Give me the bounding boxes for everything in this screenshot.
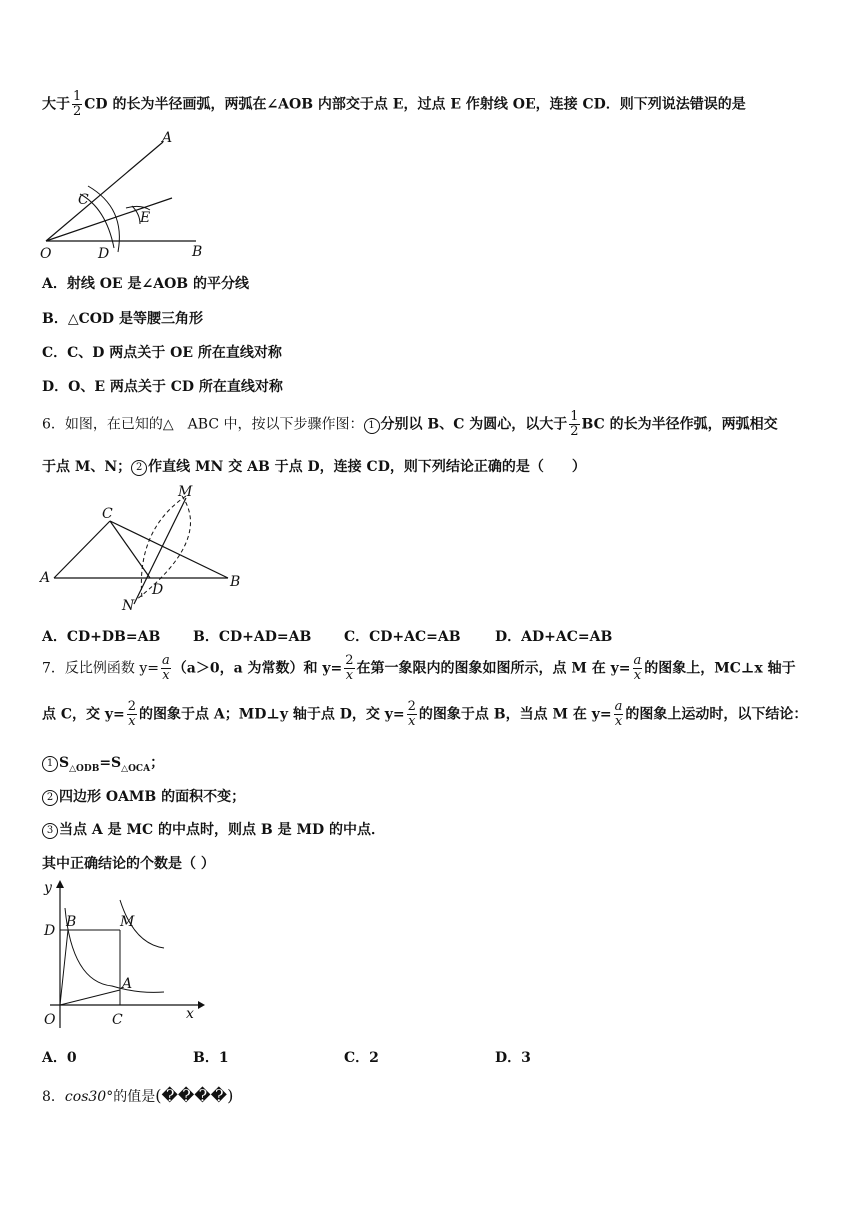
q6-fraction — [569, 410, 579, 439]
q7-l1a: 7．反比例函数 y= — [42, 660, 159, 677]
q5-intro-post: CD 的长为半径画弧，两弧在∠AOB 内部交于点 E，过点 E 作射线 OE，连接 CD．则下列说法错误的是 — [84, 96, 746, 113]
q6-option-b: B．CD+AD=AB — [193, 629, 312, 645]
q6-line1-pre: 6．如图，在已知的△ ABC 中，按以下步骤作图： — [42, 416, 364, 433]
q6-line1 — [42, 410, 778, 439]
q7-conclusion-3 — [42, 819, 385, 839]
q6-figure — [36, 480, 246, 614]
frac-num: a — [633, 653, 642, 668]
label-m: M — [178, 484, 193, 500]
ray-oa — [46, 142, 163, 241]
q7-option-c: C．2 — [344, 1050, 379, 1066]
step-2-marker: 2 — [131, 460, 147, 476]
frac-a-over-x — [614, 700, 624, 729]
frac-num: 2 — [345, 653, 354, 668]
q7-line1 — [42, 654, 796, 683]
frac-den: x — [633, 668, 642, 683]
q8-line — [42, 1086, 233, 1106]
frac-num: a — [162, 653, 170, 668]
q8-expression: cos30° — [64, 1089, 114, 1105]
q8-suffix: 的值是 — [113, 1089, 156, 1105]
conclusion-2-text: 四边形 OAMB 的面积不变； — [59, 789, 246, 805]
q7-conclusion-2 — [42, 786, 245, 806]
label-e: E — [140, 210, 151, 226]
label-a: A — [122, 976, 133, 992]
frac-2-over-x — [127, 700, 137, 729]
label-o: O — [44, 1012, 56, 1028]
q6-option-c: C．CD+AC=AB — [344, 629, 461, 645]
label-n: N — [122, 598, 135, 614]
label-a: A — [40, 570, 51, 586]
frac-den: x — [162, 668, 170, 683]
q5-fraction — [72, 90, 82, 119]
q6-option-d: D．AD+AC=AB — [495, 629, 613, 645]
frac-den: x — [614, 714, 623, 729]
q7-question: 其中正确结论的个数是（ ） — [42, 856, 215, 872]
curve-2-over-x — [65, 908, 164, 992]
x-axis-arrow — [198, 1001, 205, 1009]
q6-line1-mid: 分别以 B、C 为圆心，以大于 — [380, 416, 568, 433]
q7-l2c: 的图象于点 B，当点 M 在 y= — [418, 706, 612, 723]
s-symbol: S — [59, 755, 70, 771]
label-y: y — [44, 880, 52, 896]
q5-frac-den: 2 — [73, 104, 82, 119]
frac-a-over-x — [161, 654, 171, 683]
q5-option-d: D．O、E 两点关于 CD 所在直线对称 — [42, 379, 283, 395]
equals-s: =S — [99, 755, 122, 771]
segment-ob — [60, 930, 68, 1005]
segment-oa — [60, 990, 120, 1005]
label-b: B — [66, 914, 77, 930]
label-o: O — [40, 246, 52, 262]
step-1-marker: 1 — [364, 418, 380, 434]
label-c: C — [78, 192, 89, 208]
label-m: M — [120, 914, 135, 930]
label-d: D — [152, 582, 164, 598]
q7-conclusion-1 — [42, 752, 164, 774]
label-d: D — [98, 246, 110, 262]
frac-den: x — [128, 714, 136, 729]
label-b: B — [192, 244, 203, 260]
conclusion-2-marker: 2 — [42, 790, 58, 806]
q6-line2-post: 作直线 MN 交 AB 于点 D，连接 CD，则下列结论正确的是（ ） — [148, 459, 586, 475]
q7-l1c: 在第一象限内的图象如图所示，点 M 在 y= — [356, 660, 631, 677]
frac-2-over-x — [344, 654, 354, 683]
label-c: C — [102, 506, 113, 522]
frac-den: x — [345, 668, 354, 683]
q5-intro-pre: 大于 — [42, 96, 70, 113]
q5-option-a: A．射线 OE 是∠AOB 的平分线 — [42, 276, 249, 292]
q6-frac-den: 2 — [570, 424, 579, 439]
q7-option-a: A．0 — [42, 1050, 77, 1066]
conclusion-3-text: 当点 A 是 MC 的中点时，则点 B 是 MD 的中点． — [59, 822, 385, 838]
q7-option-b: B．1 — [193, 1050, 229, 1066]
q5-option-b: B．△COD 是等腰三角形 — [42, 311, 203, 327]
y-axis-arrow — [56, 880, 64, 888]
label-b: B — [230, 574, 241, 590]
frac-2-over-x — [407, 700, 417, 729]
q6-frac-num: 1 — [570, 409, 579, 424]
q6-line2 — [42, 456, 586, 476]
label-a: A — [162, 130, 173, 146]
s-subscript-oca: △OCA — [121, 763, 151, 774]
q7-l1b: （a＞0，a 为常数）和 y= — [172, 660, 343, 677]
frac-num: 2 — [407, 699, 416, 714]
q7-l2b: 的图象于点 A；MD⊥y 轴于点 D，交 y= — [139, 706, 405, 723]
frac-a-over-x — [633, 654, 643, 683]
q6-line1-post: BC 的长为半径作弧，两弧相交 — [581, 416, 778, 433]
label-x: x — [186, 1006, 194, 1022]
q7-figure — [38, 878, 206, 1028]
q7-l2d: 的图象上运动时，以下结论： — [625, 706, 808, 723]
q7-option-d: D．3 — [495, 1050, 531, 1066]
s-subscript-odb: △ODB — [69, 763, 100, 774]
q8-prefix: 8． — [42, 1089, 65, 1105]
q6-option-a: A．CD+DB=AB — [42, 629, 161, 645]
label-d: D — [44, 923, 56, 939]
q5-intro — [42, 90, 746, 119]
frac-den: x — [408, 714, 416, 729]
side-ac — [54, 521, 110, 578]
q5-frac-num: 1 — [73, 89, 82, 104]
semicolon: ； — [150, 755, 165, 771]
q7-line2 — [42, 700, 807, 729]
conclusion-1-marker: 1 — [42, 756, 58, 772]
segment-cd — [110, 521, 150, 578]
q7-l2a: 点 C，交 y= — [42, 706, 125, 723]
frac-num: a — [614, 699, 623, 714]
label-c: C — [112, 1012, 123, 1028]
q7-l1d: 的图象上，MC⊥x 轴于 — [644, 660, 796, 677]
q8-garbled-parens: (����) — [155, 1086, 234, 1105]
frac-num: 2 — [127, 699, 137, 714]
q5-option-c: C．C、D 两点关于 OE 所在直线对称 — [42, 345, 282, 361]
q5-figure — [36, 128, 216, 262]
conclusion-3-marker: 3 — [42, 823, 58, 839]
q6-line2-pre: 于点 M、N； — [42, 459, 132, 475]
